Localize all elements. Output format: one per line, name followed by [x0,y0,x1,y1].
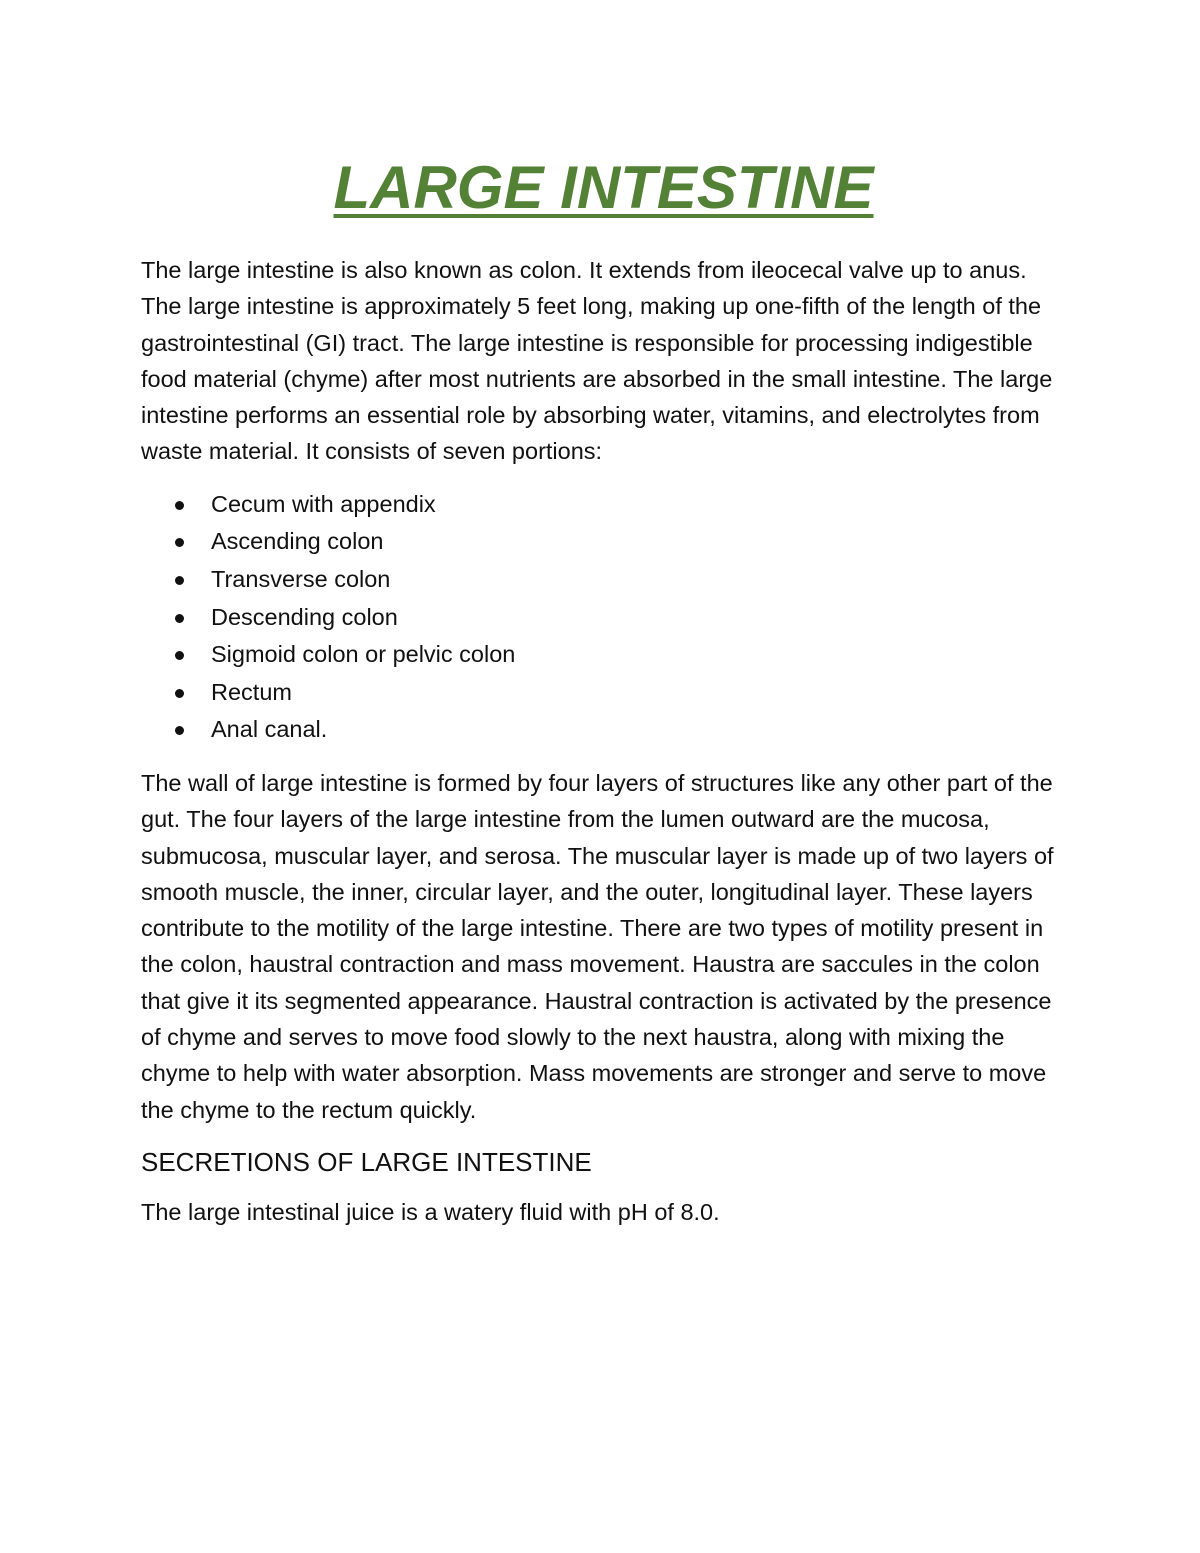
page-title: LARGE INTESTINE [333,154,874,221]
intro-paragraph: The large intestine is also known as colon. It extends from ileocecal valve up to anus. The large intestine is approximately 5 feet long, making up one-fifth of the length of the gastrointestinal (GI) tract. The large intestine is responsible for processing indigestible food material (chyme) after most nutrients are absorbed in the small intestine. The large intestine performs an essential role by absorbing water, vitamins, and electrolytes from waste material. It consists of seven portions: [141,257,1053,465]
bullet-icon [175,576,184,585]
list-item-text: Transverse colon [211,565,391,592]
list-item-text: Cecum with appendix [211,490,436,517]
bullet-icon [175,538,184,547]
list-item-text: Rectum [211,678,292,705]
portions-list [141,486,1066,749]
secretions-paragraph: The large intestinal juice is a watery fluid with pH of 8.0. [141,1198,720,1225]
document-page [141,150,1066,1230]
list-item [141,674,1066,712]
list-item-text: Ascending colon [211,528,384,555]
wall-paragraph: The wall of large intestine is formed by four layers of structures like any other part of the gut. The four layers of the large intestine from the lumen outward are the mucosa, submucosa, muscular layer, and serosa. The muscular layer is made up of two layers of smooth muscle, the inner, circular layer, and the outer, longitudinal layer. These layers contribute to the motility of the large intestine. There are two types of motility present in the colon, haustral contraction and mass movement. Haustra are saccules in the colon that give it its segmented appearance. Haustral contraction is activated by the presence of chyme and serves to move food slowly to the next haustra, along with mixing the chyme to help with water absorption. Mass movements are stronger and serve to move the chyme to the rectum quickly. [141,769,1054,1123]
list-item [141,711,1066,749]
list-item-text: Sigmoid colon or pelvic colon [211,641,516,668]
bullet-icon [175,689,184,698]
list-item [141,599,1066,637]
list-item [141,636,1066,674]
list-item [141,486,1066,524]
bullet-icon [175,651,184,660]
list-item [141,523,1066,561]
secretions-heading: SECRETIONS OF LARGE INTESTINE [141,1146,592,1177]
list-item-text: Anal canal. [211,716,328,743]
list-item-text: Descending colon [211,603,398,630]
bullet-icon [175,501,184,510]
bullet-icon [175,614,184,623]
bullet-icon [175,726,184,735]
list-item [141,561,1066,599]
